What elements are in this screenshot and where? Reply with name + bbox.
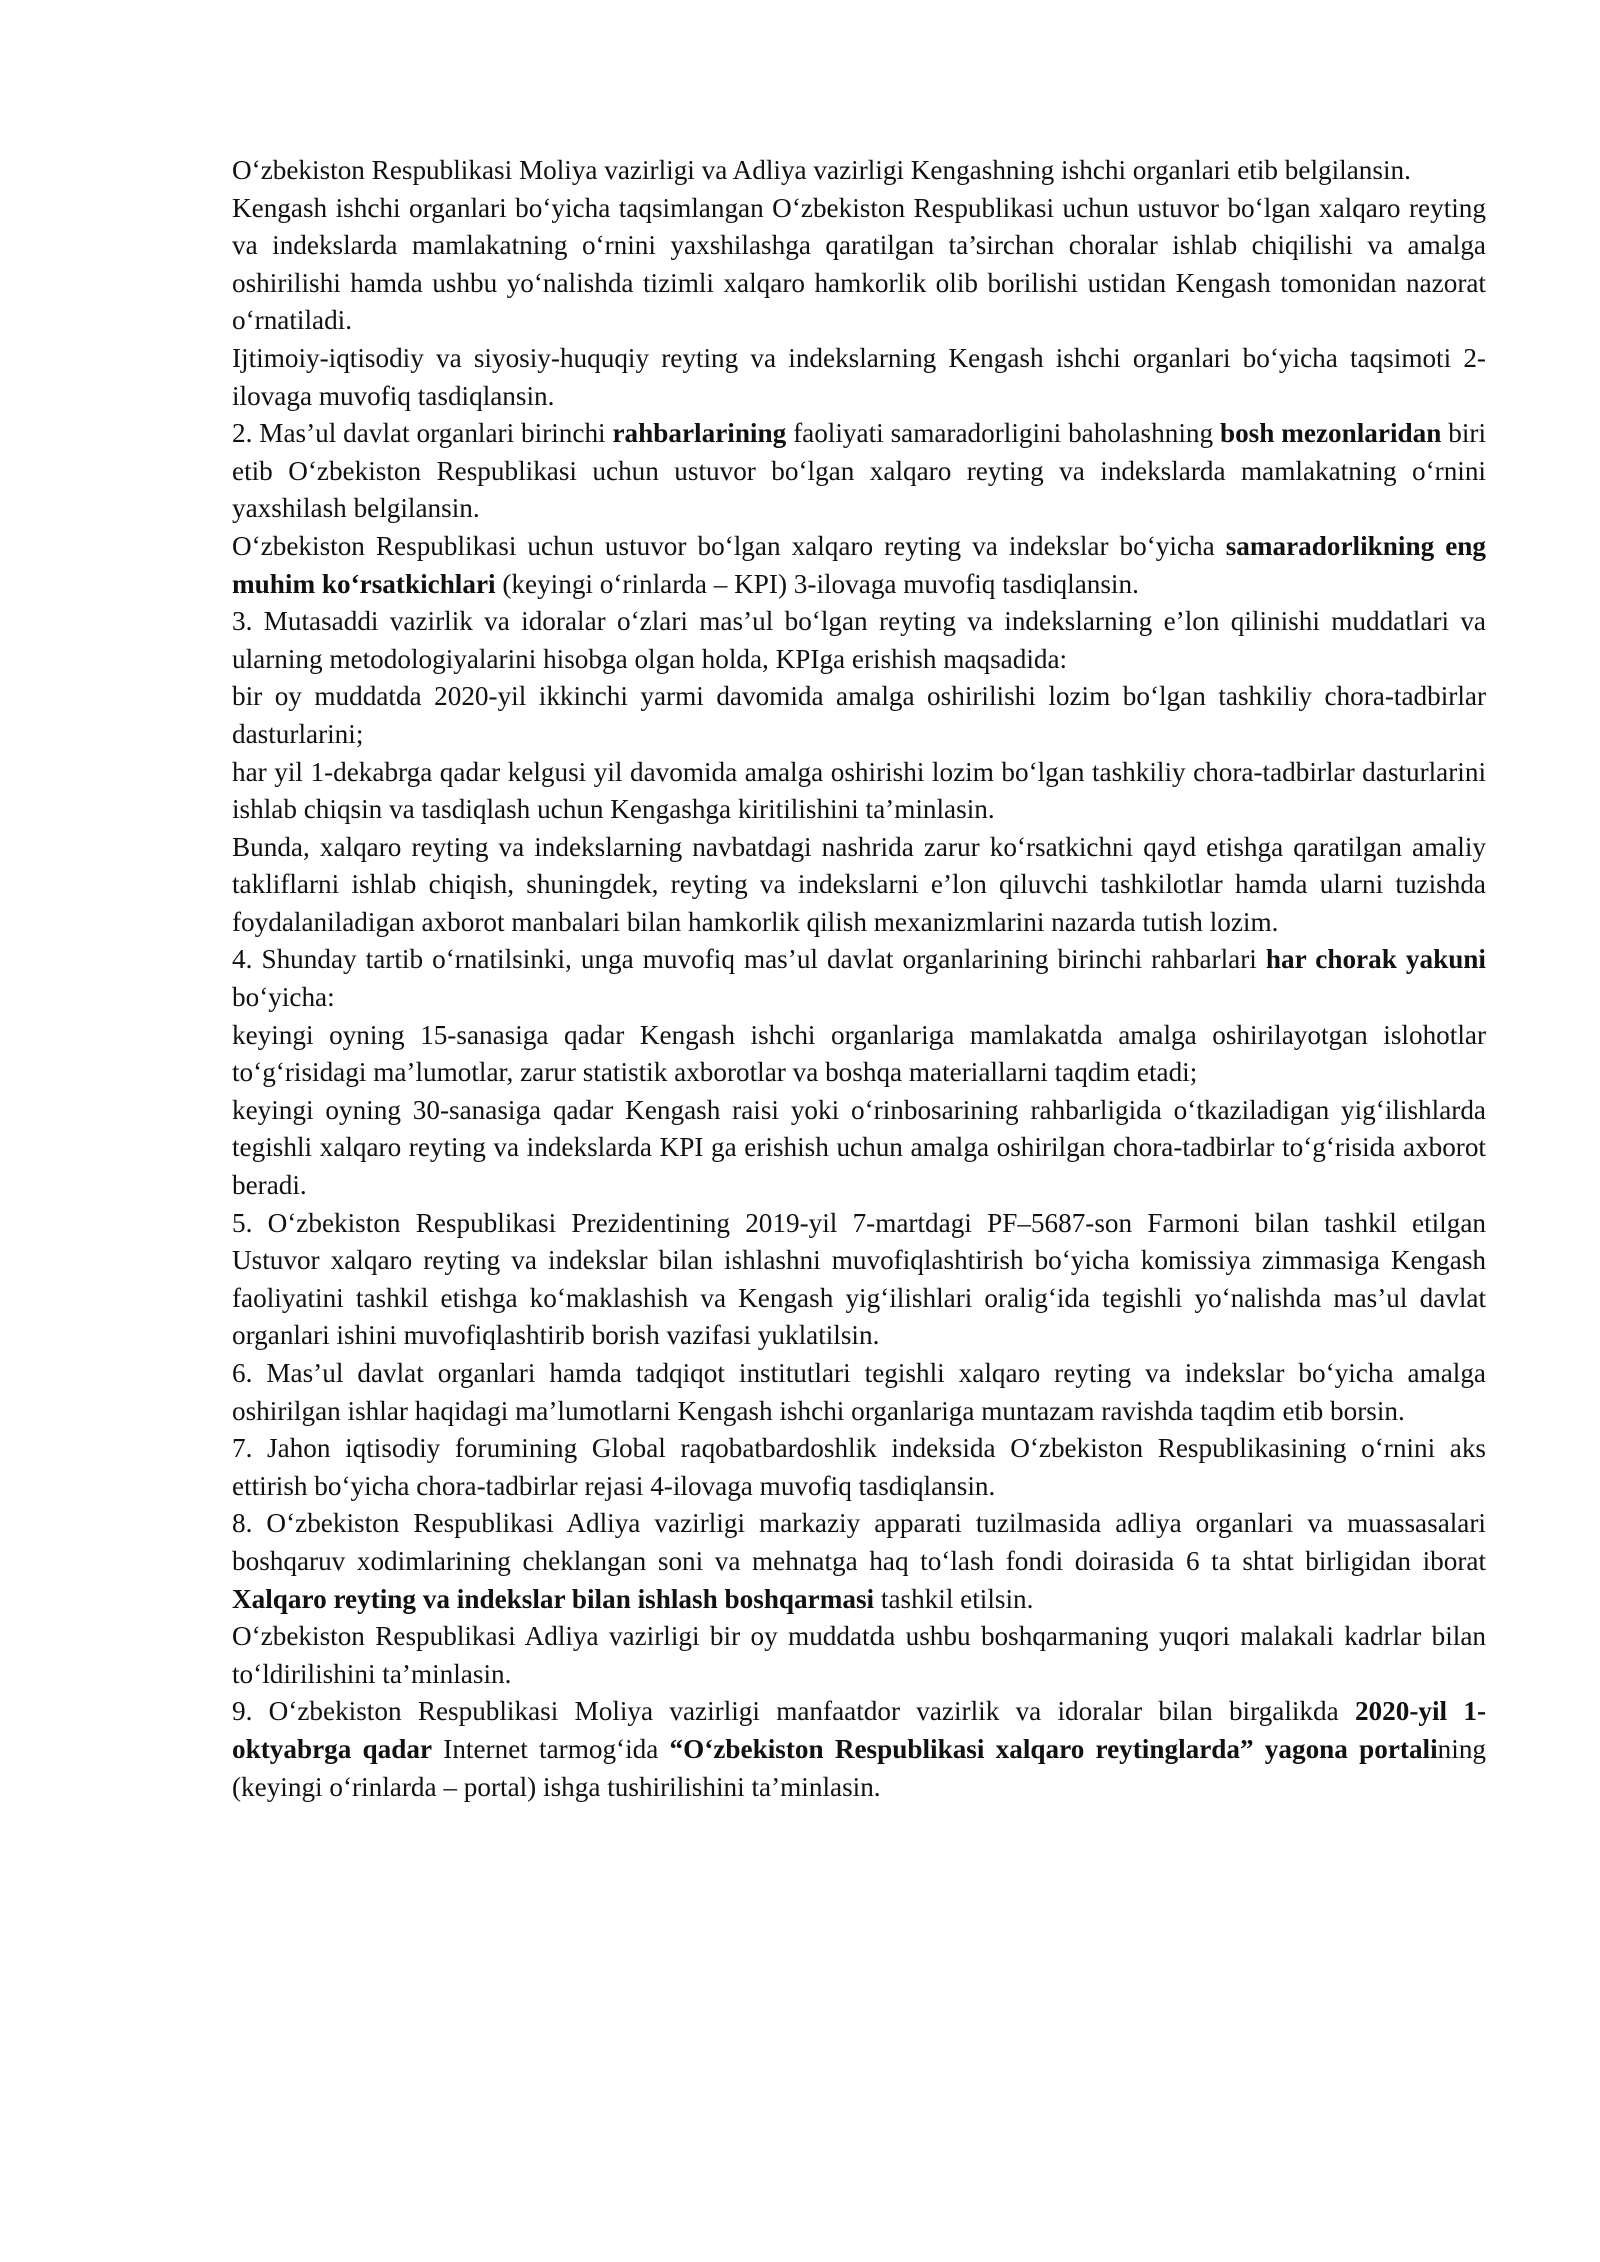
paragraph <box>232 1618 1486 1693</box>
text-run: 9. O‘zbekiston Respublikasi Moliya vazirligi manfaatdor vazirlik va idoralar bilan birgalikda <box>232 1696 1355 1727</box>
text-run: O‘zbekiston Respublikasi Adliya vazirligi bir oy muddatda ushbu boshqarmaning yuqori malakali kadrlar bilan to‘ldirilishini ta’minlasin. <box>232 1621 1486 1689</box>
text-run: 8. O‘zbekiston Respublikasi Adliya vazirligi markaziy apparati tuzilmasida adliya organlari va muassasalari boshqaruv xodimlarining cheklangan soni va mehnatga haq to‘lash fondi doirasida 6 ta shtat birligidan iborat <box>232 1508 1486 1576</box>
bold-text-run: rahbarlarining <box>612 418 787 449</box>
paragraph <box>232 1355 1486 1430</box>
document-page <box>232 152 1486 1806</box>
text-run: 2. Mas’ul davlat organlari birinchi <box>232 418 613 449</box>
paragraph <box>232 829 1486 942</box>
paragraph <box>232 190 1486 340</box>
paragraph <box>232 1430 1486 1505</box>
bold-text-run: har chorak yakuni <box>1265 944 1486 975</box>
paragraph <box>232 1693 1486 1806</box>
text-run: biri etib O‘zbekiston Respublikasi uchun ustuvor bo‘lgan xalqaro reyting va indekslarda mamlakatning o‘rnini yaxshilash belgilansin. <box>232 418 1487 524</box>
text-run: 3. Mutasaddi vazirlik va idoralar o‘zlari mas’ul bo‘lgan reyting va indekslarning e’lon qilinishi muddatlari va ularning metodologiyalarini hisobga olgan holda, KPIga erishish maqsadida: <box>232 606 1486 674</box>
text-run: 7. Jahon iqtisodiy forumining Global raqobatbardoshlik indeksida O‘zbekiston Respublikasining o‘rnini aks ettirish bo‘yicha chora-tadbirlar rejasi 4-ilovaga muvofiq tasdiqlansin. <box>232 1433 1486 1501</box>
text-run: (keyingi o‘rinlarda – KPI) 3-ilovaga muvofiq tasdiqlansin. <box>495 568 1139 599</box>
text-run: Internet tarmog‘ida <box>432 1733 670 1764</box>
text-run: 6. Mas’ul davlat organlari hamda tadqiqot institutlari tegishli xalqaro reyting va indekslar bo‘yicha amalga oshirilgan ishlar haqidagi ma’lumotlarni Kengash ishchi organlariga muntazam ravishda taqdim etib borsin. <box>232 1358 1486 1426</box>
text-run: tashkil etilsin. <box>874 1583 1034 1614</box>
text-run: 5. O‘zbekiston Respublikasi Prezidentining 2019-yil 7-martdagi PF–5687-son Farmoni bilan tashkil etilgan Ustuvor xalqaro reyting va indekslar bilan ishlashni muvofiqlashtirish bo‘yicha komissiya zimmasiga Kengash faoliyatini tashkil etishga ko‘maklashish va Kengash yig‘ilishlari oralig‘ida tegishli yo‘nalishda mas’ul davlat organlari ishini muvofiqlashtirib borish vazifasi yuklatilsin. <box>232 1207 1486 1351</box>
paragraph <box>232 603 1486 678</box>
paragraph <box>232 152 1486 190</box>
text-run: O‘zbekiston Respublikasi Moliya vazirligi va Adliya vazirligi Kengashning ishchi organlari etib belgilansin. <box>232 155 1411 185</box>
paragraph <box>232 1205 1486 1355</box>
paragraph <box>232 1017 1486 1092</box>
text-run: 4. Shunday tartib o‘rnatilsinki, unga muvofiq mas’ul davlat organlarining birinchi rahbarlari <box>232 944 1266 975</box>
text-run: O‘zbekiston Respublikasi uchun ustuvor bo‘lgan xalqaro reyting va indekslar bo‘yicha <box>232 530 1226 561</box>
bold-text-run: bosh mezonlaridan <box>1219 418 1442 449</box>
text-run: Ijtimoiy-iqtisodiy va siyosiy-huquqiy reyting va indekslarning Kengash ishchi organlari bo‘yicha taqsimoti 2-ilovaga muvofiq tasdiqlansin. <box>232 342 1486 411</box>
paragraph <box>232 1092 1486 1205</box>
paragraph <box>232 340 1486 415</box>
text-run: Bunda, xalqaro reyting va indekslarning navbatdagi nashrida zarur ko‘rsatkichni qayd etishga qaratilgan amaliy takliflarni ishlab chiqish, shuningdek, reyting va indekslarni e’lon qiluvchi tashkilotlar hamda ularni tuzishda foydalaniladigan axborot manbalari bilan hamkorlik qilish mexanizmlarini nazarda tutish lozim. <box>232 831 1486 937</box>
text-run: Kengash ishchi organlari bo‘yicha taqsimlangan O‘zbekiston Respublikasi uchun ustuvor bo‘lgan xalqaro reyting va indekslarda mamlakatning o‘rnini yaxshilashga qaratilgan ta’sirchan choralar ishlab chiqilishi va amalga oshirilishi hamda ushbu yo‘nalishda tizimli xalqaro hamkorlik olib borilishi ustidan Kengash tomonidan nazorat o‘rnatiladi. <box>232 192 1486 336</box>
bold-text-run: “O‘zbekiston Respublikasi xalqaro reytinglarda” yagona portali <box>669 1733 1438 1764</box>
paragraph <box>232 754 1486 829</box>
paragraph <box>232 941 1486 1016</box>
paragraph <box>232 415 1486 528</box>
paragraph <box>232 528 1486 603</box>
paragraph <box>232 1505 1486 1618</box>
text-run: faoliyati samaradorligini baholashning <box>786 418 1220 449</box>
paragraph <box>232 678 1486 753</box>
text-run: keyingi oyning 15-sanasiga qadar Kengash ishchi organlariga mamlakatda amalga oshirilayotgan islohotlar to‘g‘risidagi ma’lumotlar, zarur statistik axborotlar va boshqa materiallarni taqdim etadi; <box>232 1019 1486 1088</box>
text-run: keyingi oyning 30-sanasiga qadar Kengash raisi yoki o‘rinbosarining rahbarligida o‘tkaziladigan yig‘ilishlarda tegishli xalqaro reyting va indekslarda KPI ga erishish uchun amalga oshirilgan chora-tadbirlar to‘g‘risida axborot beradi. <box>232 1094 1486 1201</box>
bold-text-run: samaradorlikning eng muhim ko‘rsatkichlari <box>232 530 1486 599</box>
bold-text-run: Xalqaro reyting va indekslar bilan ishlash boshqarmasi <box>232 1583 875 1614</box>
text-run: bir oy muddatda 2020-yil ikkinchi yarmi davomida amalga oshirilishi lozim bo‘lgan tashkiliy chora-tadbirlar dasturlarini; <box>232 681 1486 749</box>
text-run: bo‘yicha: <box>232 982 335 1013</box>
text-run: har yil 1-dekabrga qadar kelgusi yil davomida amalga oshirishi lozim bo‘lgan tashkiliy chora-tadbirlar dasturlarini ishlab chiqsin va tasdiqlash uchun Kengashga kiritilishini ta’minlasin. <box>232 756 1486 825</box>
text-run: ning (keyingi o‘rinlarda – portal) ishga tushirilishini ta’minlasin. <box>232 1733 1487 1802</box>
bold-text-run: 2020-yil 1-oktyabrga qadar <box>232 1696 1486 1764</box>
